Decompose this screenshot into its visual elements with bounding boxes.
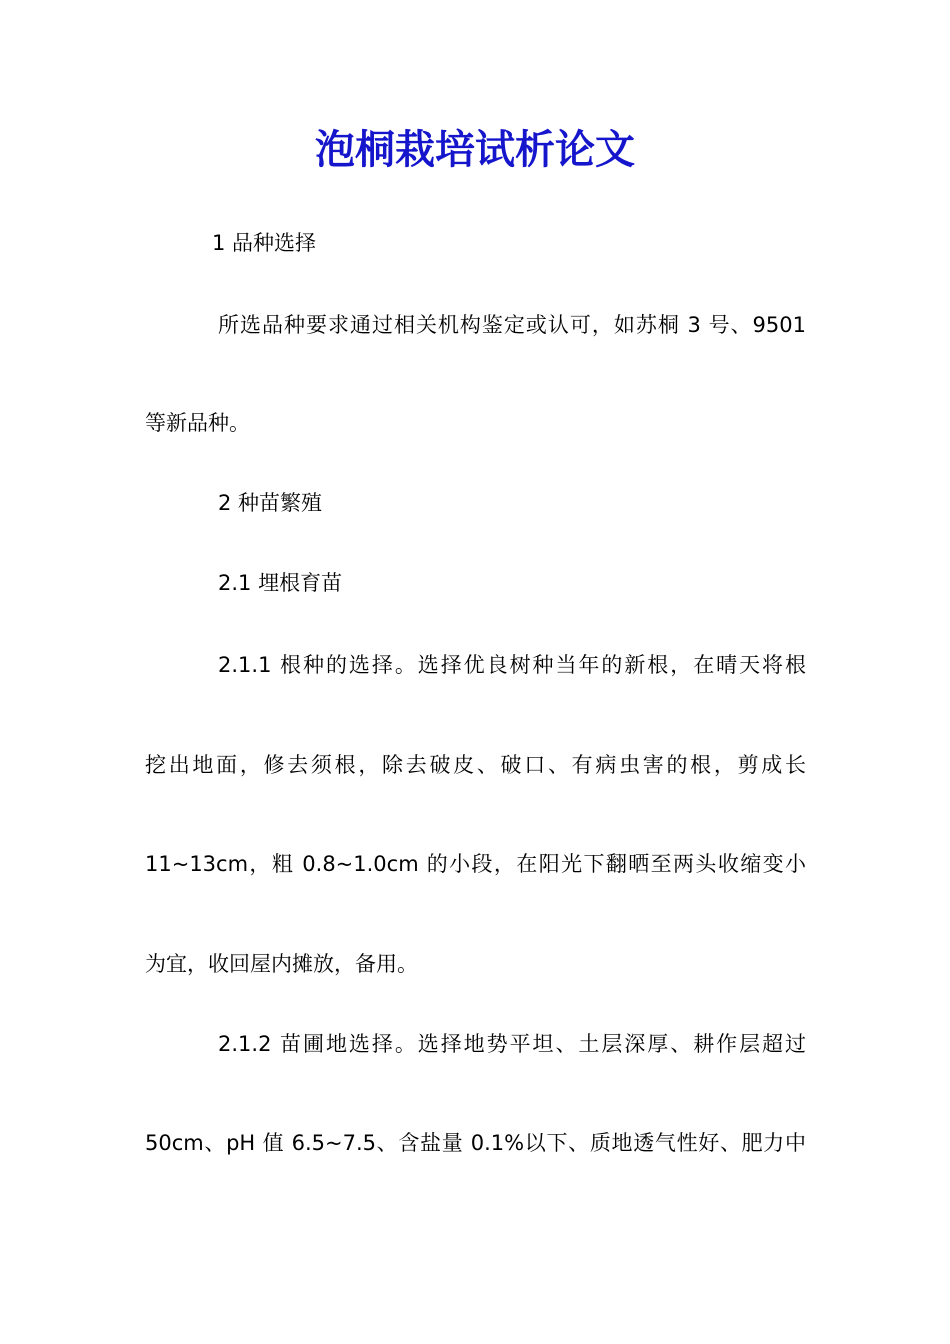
paragraph-line: 等新品种。 <box>145 411 250 435</box>
paragraph-line: 11~13cm，粗 0.8~1.0cm 的小段，在阳光下翻晒至两头收缩变小 <box>145 852 806 876</box>
section-heading-1: 1 品种选择 <box>212 231 317 255</box>
paragraph-line: 2.1.2 苗圃地选择。选择地势平坦、土层深厚、耕作层超过 <box>218 1032 806 1056</box>
paragraph-line: 2.1.1 根种的选择。选择优良树种当年的新根，在晴天将根 <box>218 653 806 677</box>
section-heading-2: 2 种苗繁殖 <box>218 491 323 515</box>
document-title: 泡桐栽培试析论文 <box>315 126 635 173</box>
subsection-heading-2-1: 2.1 埋根育苗 <box>218 571 343 595</box>
paragraph-line: 所选品种要求通过相关机构鉴定或认可，如苏桐 3 号、9501 <box>218 313 806 337</box>
paragraph-line: 50cm、pH 值 6.5~7.5、含盐量 0.1%以下、质地透气性好、肥力中 <box>145 1131 806 1155</box>
paragraph-line: 挖出地面，修去须根，除去破皮、破口、有病虫害的根，剪成长 <box>145 753 806 777</box>
paragraph-line: 为宜，收回屋内摊放，备用。 <box>145 952 418 976</box>
